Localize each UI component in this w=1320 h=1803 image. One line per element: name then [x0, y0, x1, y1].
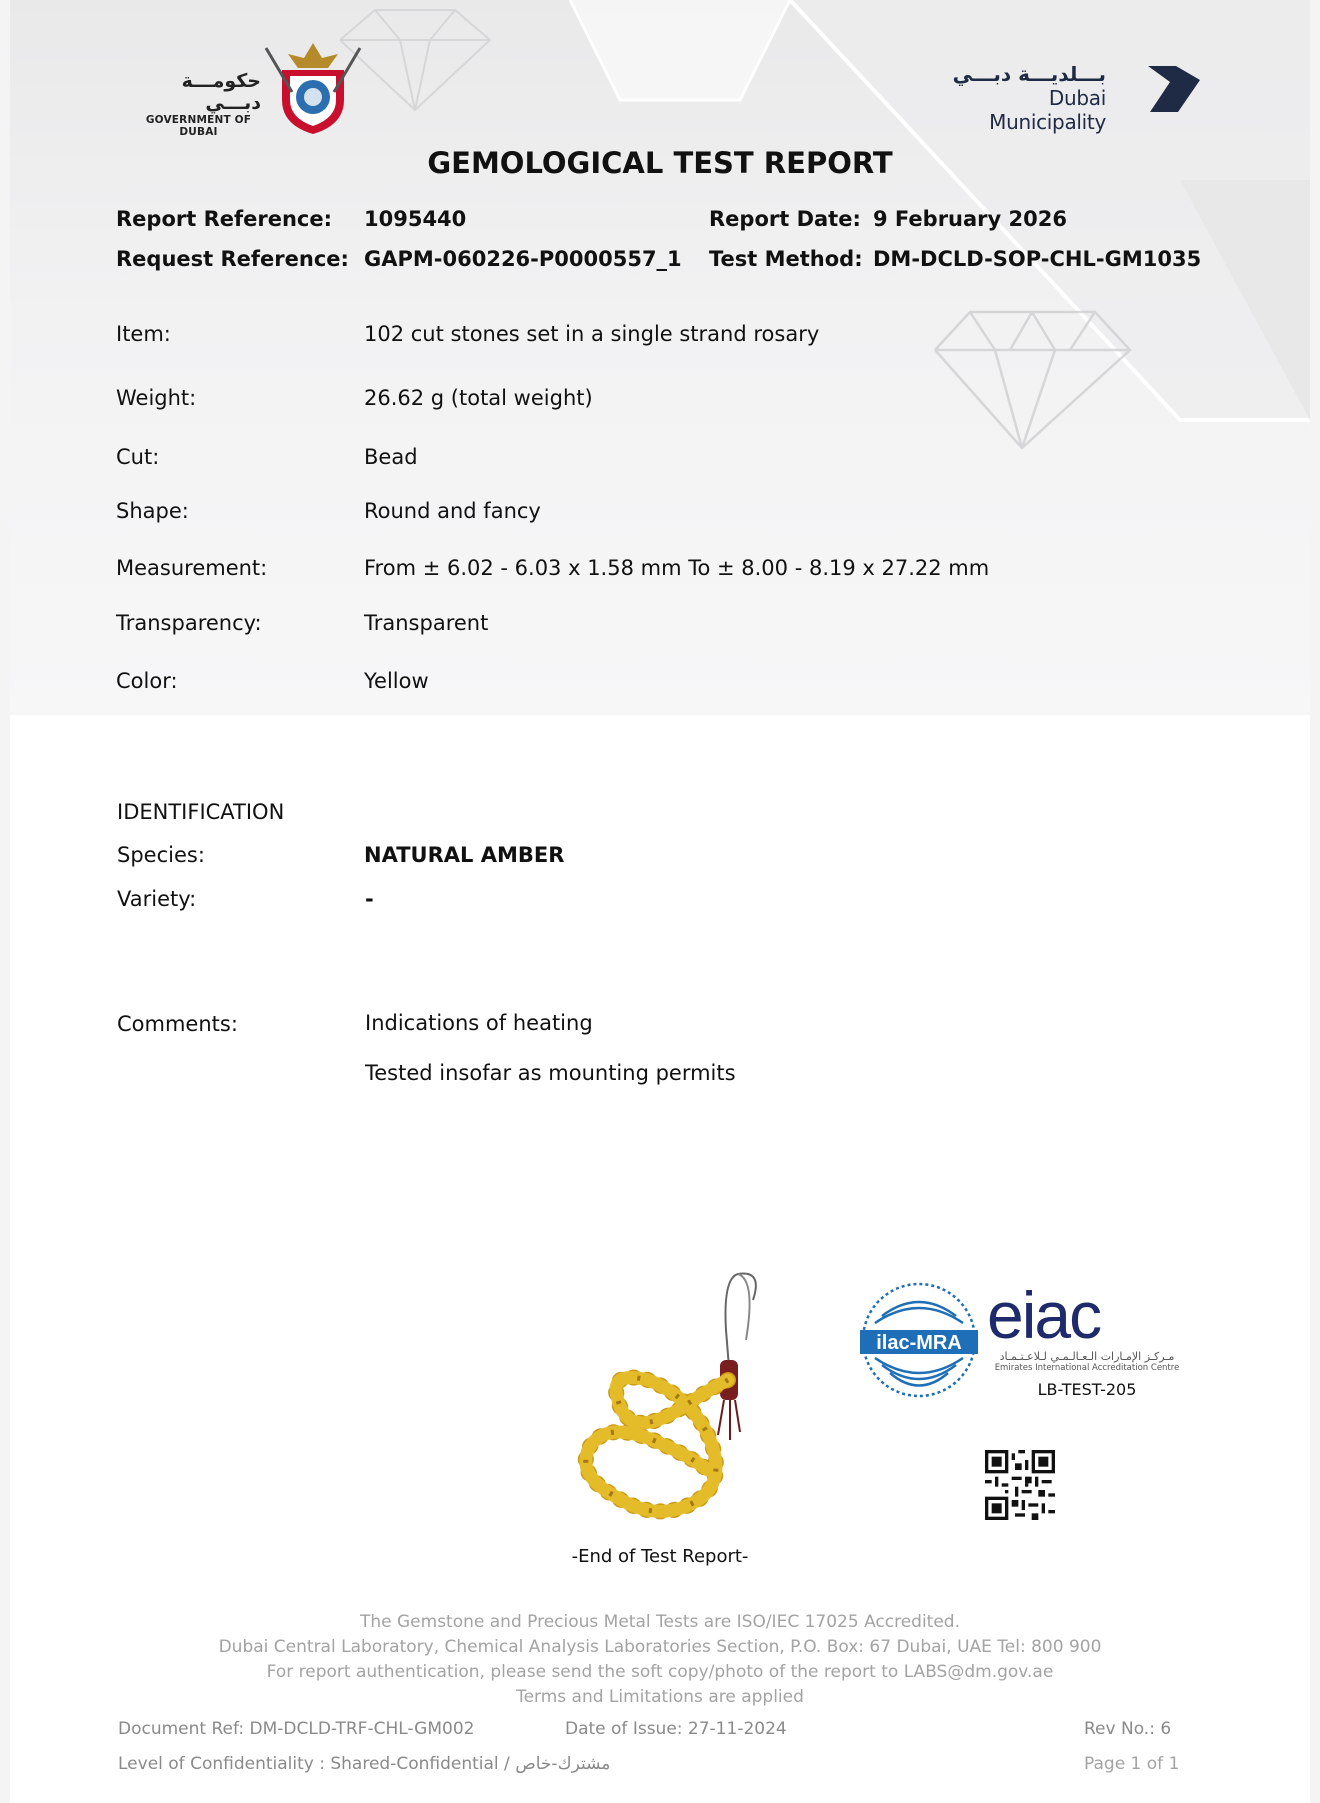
amber-rosary-image: [558, 1270, 778, 1540]
page-number: Page 1 of 1: [1084, 1754, 1180, 1774]
item-label: Item:: [116, 322, 171, 346]
qr-code-icon: [985, 1450, 1055, 1520]
dubai-emblem-icon: [262, 40, 364, 136]
ilac-mra-logo-icon: [860, 1278, 978, 1402]
species-value: NATURAL AMBER: [364, 843, 565, 867]
ilac-text: ilac-MRA: [876, 1332, 962, 1354]
comment-line: Tested insofar as mounting permits: [365, 1061, 736, 1085]
test-method-value: DM-DCLD-SOP-CHL-GM1035: [873, 247, 1202, 271]
gov-english-name: GOVERNMENT OF DUBAI: [145, 114, 252, 138]
transparency-label: Transparency:: [116, 611, 262, 635]
test-method-label: Test Method:: [709, 247, 863, 271]
measurement-label: Measurement:: [116, 556, 268, 580]
eiac-english-name: Emirates International Accreditation Centre: [994, 1363, 1180, 1373]
transparency-value: Transparent: [364, 611, 489, 635]
confidentiality-level: Level of Confidentiality : Shared-Confidential / مشترك-خاص: [118, 1754, 611, 1774]
measurement-value: From ± 6.02 - 6.03 x 1.58 mm To ± 8.00 - 8.19 x 27.22 mm: [364, 556, 990, 580]
eiac-wordmark: eiac: [987, 1278, 1101, 1352]
footer-address-line: Dubai Central Laboratory, Chemical Analysis Laboratories Section, P.O. Box: 67 Dubai, UAE Tel: 800 900: [218, 1637, 1102, 1657]
eiac-arabic-name: مـركـز الإمـارات الـعـالـمـي لـلاعـتـمـاد: [999, 1350, 1175, 1363]
weight-label: Weight:: [116, 386, 197, 410]
footer-accreditation-line: The Gemstone and Precious Metal Tests are ISO/IEC 17025 Accredited.: [359, 1612, 961, 1632]
footer-terms-line: Terms and Limitations are applied: [516, 1687, 804, 1707]
gov-dubai-logo: [126, 70, 271, 138]
date-of-issue: Date of Issue: 27-11-2024: [565, 1719, 787, 1739]
gov-arabic-name: حكومـــة دبـــي: [181, 70, 261, 114]
shape-label: Shape:: [116, 499, 189, 523]
lab-code: LB-TEST-205: [1037, 1380, 1137, 1399]
variety-value: -: [365, 887, 374, 911]
revision-number: Rev No.: 6: [1084, 1719, 1172, 1739]
report-reference-value: 1095440: [364, 207, 467, 231]
request-reference-value: GAPM-060226-P0000557_1: [364, 247, 682, 271]
eiac-logo: [987, 1278, 1187, 1373]
dubai-municipality-logo: [930, 62, 1146, 134]
shape-value: Round and fancy: [364, 499, 541, 523]
item-value: 102 cut stones set in a single strand rosary: [364, 322, 820, 346]
report-reference-label: Report Reference:: [116, 207, 333, 231]
document-ref: Document Ref: DM-DCLD-TRF-CHL-GM002: [118, 1719, 475, 1739]
cut-value: Bead: [364, 445, 418, 469]
request-reference-label: Request Reference:: [116, 247, 349, 271]
species-label: Species:: [117, 843, 205, 867]
weight-value: 26.62 g (total weight): [364, 386, 593, 410]
cut-label: Cut:: [116, 445, 160, 469]
report-title: GEMOLOGICAL TEST REPORT: [427, 146, 893, 180]
dm-english-name: Dubai Municipality: [989, 86, 1106, 134]
dm-chevron-icon: [1148, 66, 1200, 112]
color-value: Yellow: [364, 669, 429, 693]
report-date-value: 9 February 2026: [873, 207, 1067, 231]
footer-authentication-line: For report authentication, please send the soft copy/photo of the report to LABS@dm.gov.ae: [266, 1662, 1054, 1682]
color-label: Color:: [116, 669, 178, 693]
identification-heading: IDENTIFICATION: [117, 800, 285, 824]
end-of-report-text: -End of Test Report-: [571, 1546, 749, 1567]
variety-label: Variety:: [117, 887, 197, 911]
dm-arabic-name: بـــلديـــة دبـــي: [952, 62, 1106, 86]
report-page: [10, 0, 1310, 1803]
comment-line: Indications of heating: [365, 1011, 593, 1035]
report-date-label: Report Date:: [709, 207, 861, 231]
comments-label: Comments:: [117, 1012, 238, 1032]
